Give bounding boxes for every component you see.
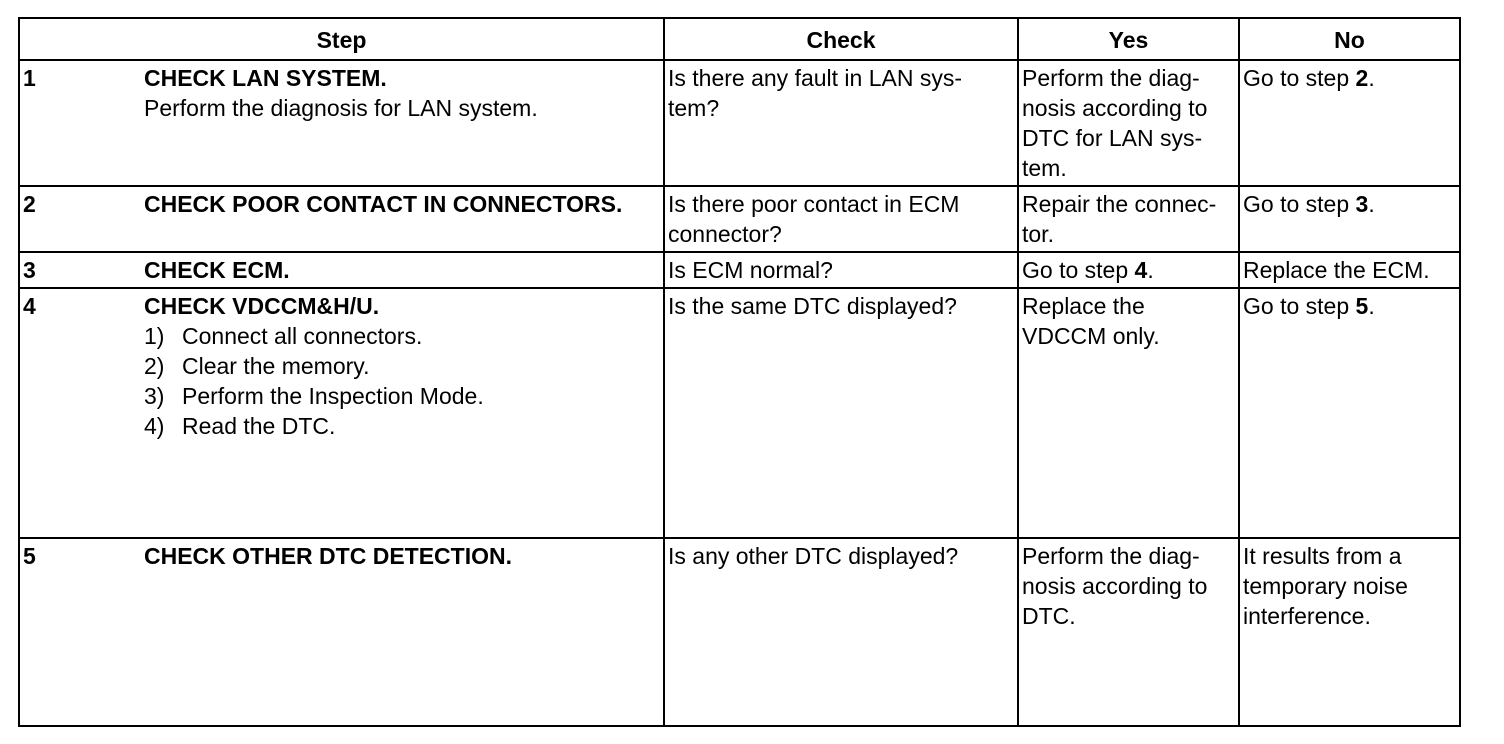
- check-text: Is there poor contact in ECM connector?: [668, 191, 960, 247]
- check-text: Is ECM normal?: [668, 257, 833, 283]
- no-text-prefix: Go to step: [1243, 293, 1356, 319]
- substep-list: [144, 321, 659, 441]
- substep-number: 4): [144, 413, 165, 439]
- check-cell: [664, 538, 1018, 726]
- no-text: Replace the ECM.: [1243, 257, 1430, 283]
- step-cell: [19, 288, 664, 538]
- no-cell: [1239, 288, 1460, 538]
- step-cell: [19, 252, 664, 288]
- no-text-prefix: Go to step: [1243, 191, 1356, 217]
- substep-number: 2): [144, 353, 165, 379]
- no-cell: [1239, 60, 1460, 186]
- header-check: Check: [664, 18, 1018, 60]
- no-step-ref: 3: [1355, 191, 1369, 217]
- substep-text: Connect all connectors.: [182, 323, 423, 349]
- step-title: CHECK POOR CONTACT IN CONNECTORS.: [144, 191, 623, 217]
- step-cell: [19, 60, 664, 186]
- list-item: [144, 411, 659, 441]
- list-item: [144, 321, 659, 351]
- substep-text: Clear the memory.: [182, 353, 370, 379]
- yes-text: Repair the connec- tor.: [1022, 191, 1217, 247]
- step-title: CHECK ECM.: [144, 257, 290, 283]
- no-step-ref: 5: [1355, 293, 1369, 319]
- no-cell: [1239, 252, 1460, 288]
- list-item: [144, 381, 659, 411]
- diagnostic-page: [18, 17, 1459, 727]
- step-number: 1: [23, 65, 36, 91]
- header-step: Step: [19, 18, 664, 60]
- step-number: 2: [23, 191, 36, 217]
- table-row: [19, 288, 1460, 538]
- header-no: No: [1239, 18, 1460, 60]
- table-row: [19, 252, 1460, 288]
- substep-number: 3): [144, 383, 165, 409]
- no-text-prefix: Go to step: [1243, 65, 1356, 91]
- header-row: [19, 18, 1460, 60]
- yes-step-ref: 4: [1134, 257, 1148, 283]
- check-cell: [664, 186, 1018, 252]
- no-step-ref: 2: [1355, 65, 1369, 91]
- no-text-suffix: .: [1368, 293, 1375, 319]
- step-title: CHECK OTHER DTC DETECTION.: [144, 543, 512, 569]
- step-title: CHECK VDCCM&H/U.: [144, 293, 380, 319]
- no-text: It results from a temporary noise interference.: [1243, 543, 1408, 629]
- check-cell: [664, 60, 1018, 186]
- check-cell: [664, 288, 1018, 538]
- step-number: 3: [23, 257, 36, 283]
- check-cell: [664, 252, 1018, 288]
- yes-text: Perform the diag- nosis according to DTC for LAN sys- tem.: [1022, 65, 1208, 181]
- no-cell: [1239, 538, 1460, 726]
- table-row: [19, 60, 1460, 186]
- check-text: Is any other DTC displayed?: [668, 543, 959, 569]
- yes-text: Replace the VDCCM only.: [1022, 293, 1160, 349]
- step-description: Perform the diagnosis for LAN system.: [144, 95, 538, 121]
- no-cell: [1239, 186, 1460, 252]
- step-cell: [19, 186, 664, 252]
- step-title: CHECK LAN SYSTEM.: [144, 65, 387, 91]
- no-text-suffix: .: [1368, 191, 1375, 217]
- step-number: 4: [23, 293, 36, 319]
- check-text: Is there any fault in LAN sys- tem?: [668, 65, 963, 121]
- substep-text: Perform the Inspection Mode.: [182, 383, 484, 409]
- substep-text: Read the DTC.: [182, 413, 336, 439]
- step-number: 5: [23, 543, 36, 569]
- table-row: [19, 186, 1460, 252]
- yes-text: Perform the diag- nosis according to DTC.: [1022, 543, 1208, 629]
- check-text: Is the same DTC displayed?: [668, 293, 957, 319]
- yes-text-prefix: Go to step: [1022, 257, 1135, 283]
- list-item: [144, 351, 659, 381]
- header-yes: Yes: [1018, 18, 1239, 60]
- yes-cell: [1018, 538, 1239, 726]
- yes-cell: [1018, 60, 1239, 186]
- table-row: [19, 538, 1460, 726]
- substep-number: 1): [144, 323, 165, 349]
- yes-cell: [1018, 252, 1239, 288]
- no-text-suffix: .: [1368, 65, 1375, 91]
- yes-cell: [1018, 186, 1239, 252]
- step-cell: [19, 538, 664, 726]
- diagnostic-table: [18, 17, 1461, 727]
- yes-text-suffix: .: [1147, 257, 1154, 283]
- yes-cell: [1018, 288, 1239, 538]
